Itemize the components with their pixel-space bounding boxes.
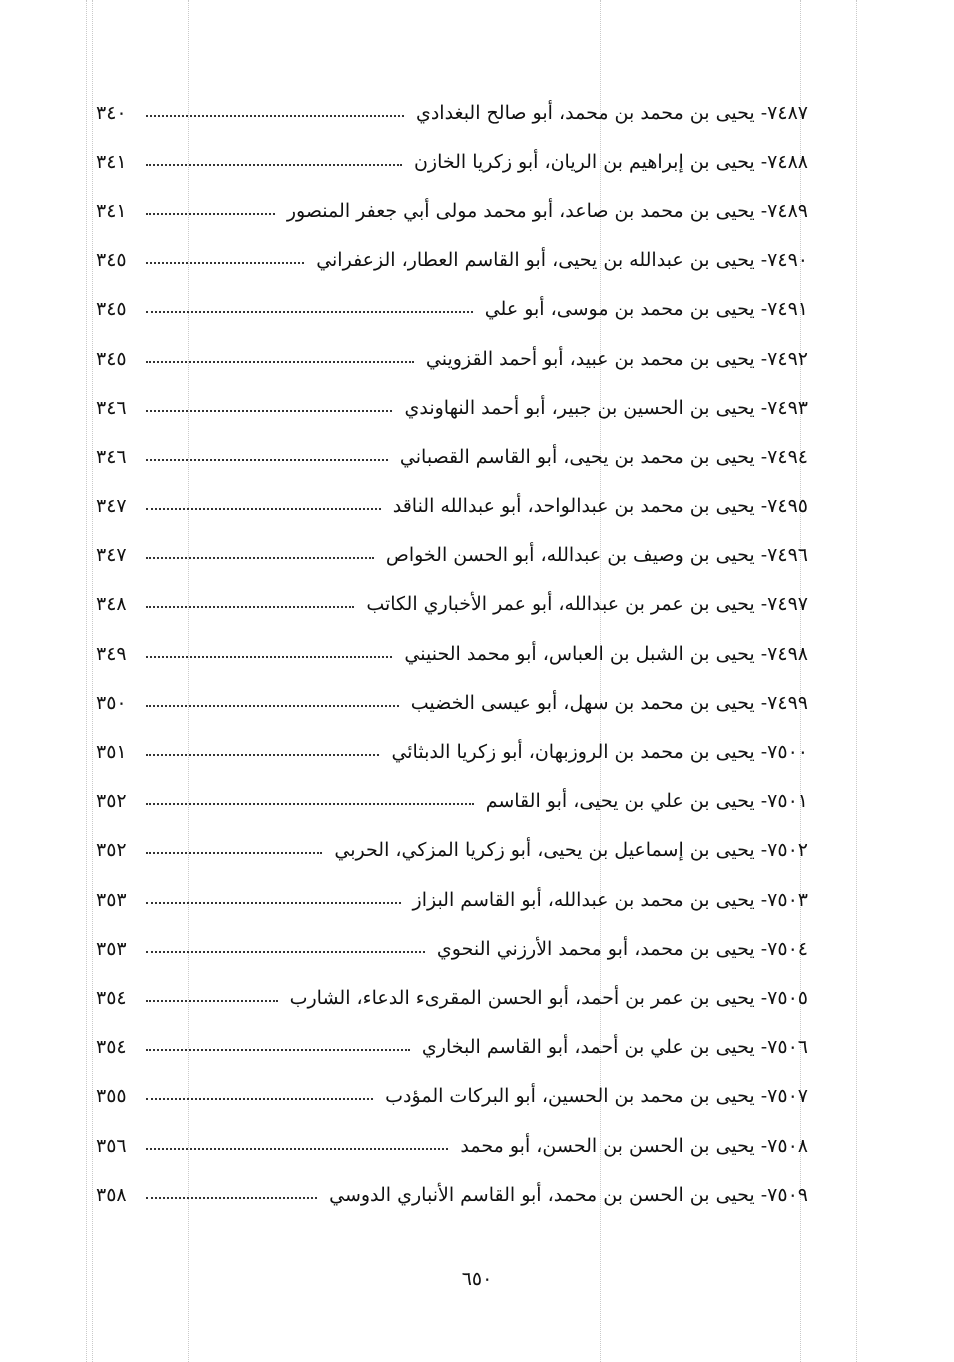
entry-title <box>398 643 808 665</box>
entry-title <box>431 938 808 960</box>
entry-title <box>394 446 808 468</box>
entry-name: يحيى بن الحسين بن جبير، أبو أحمد النهاوندي <box>404 396 755 419</box>
entry-number: ٧٤٨٩ <box>767 199 808 222</box>
toc-entry-row <box>96 397 808 419</box>
toc-entry-row <box>96 839 808 861</box>
entry-title <box>380 544 808 566</box>
toc-entry-row <box>96 741 808 763</box>
toc-entry-row <box>96 348 808 370</box>
entry-page-number: ٣٤٧ <box>96 495 127 518</box>
dot-leader <box>146 361 414 363</box>
entry-title <box>379 1085 808 1107</box>
entry-dash: - <box>754 790 768 813</box>
entry-name: يحيى بن محمد بن عبدالواحد، أبو عبدالله الناقد <box>392 495 755 518</box>
entry-dash: - <box>754 101 768 124</box>
entry-dash: - <box>754 691 768 714</box>
toc-entry <box>96 531 808 580</box>
entry-title <box>479 298 808 320</box>
entry-number: ٧٤٩٧ <box>767 593 808 616</box>
entry-title <box>310 249 808 271</box>
entry-name: يحيى بن محمد بن الحسين، أبو البركات المؤدب <box>385 1085 755 1108</box>
entry-name: يحيى بن محمد بن عبيد، أبو أحمد القزويني <box>425 347 755 370</box>
entry-name: يحيى بن علي بن يحيى، أبو القاسم <box>485 790 755 813</box>
entry-page-number: ٣٥٨ <box>96 1183 127 1206</box>
toc-entry <box>96 482 808 531</box>
entry-page-number: ٣٤٩ <box>96 642 127 665</box>
toc-entry-row <box>96 544 808 566</box>
dot-leader <box>146 951 425 953</box>
page-number: ٦٥٠ <box>461 1268 493 1290</box>
entry-name: يحيى بن محمد بن يحيى، أبو القاسم القصباني <box>399 445 755 468</box>
dot-leader <box>146 902 401 904</box>
dot-leader <box>146 1098 373 1100</box>
entry-dash: - <box>754 1085 768 1108</box>
entry-title <box>408 151 808 173</box>
entry-page-number: ٣٤٥ <box>96 347 127 370</box>
entry-dash: - <box>754 249 768 272</box>
entry-page-number: ٣٥٠ <box>96 691 127 714</box>
entry-number: ٧٤٩٩ <box>767 691 808 714</box>
toc-entry <box>96 678 808 727</box>
toc-entry-row <box>96 692 808 714</box>
entry-page-number: ٣٥٢ <box>96 790 127 813</box>
entry-dash: - <box>754 445 768 468</box>
entry-number: ٧٥٠٧ <box>767 1085 808 1108</box>
entry-number: ٧٤٩٨ <box>767 642 808 665</box>
toc-entry <box>96 973 808 1022</box>
entry-dash: - <box>754 298 768 321</box>
entry-title <box>405 692 808 714</box>
toc-entry <box>96 777 808 826</box>
toc-entry-row <box>96 593 808 615</box>
entry-name: يحيى بن إبراهيم بن الريان، أبو زكريا الخازن <box>413 150 755 173</box>
entry-page-number: ٣٥٤ <box>96 1036 127 1059</box>
toc-entry-row <box>96 298 808 320</box>
dot-leader <box>146 213 275 215</box>
entry-dash: - <box>754 396 768 419</box>
dot-leader <box>146 508 381 510</box>
entry-dash: - <box>754 937 768 960</box>
entry-number: ٧٥٠٦ <box>767 1036 808 1059</box>
entry-number: ٧٤٩٥ <box>767 495 808 518</box>
toc-entry-row <box>96 1184 808 1206</box>
entry-number: ٧٥٠٣ <box>767 888 808 911</box>
toc-entry <box>96 383 808 432</box>
entry-number: ٧٥٠٢ <box>767 839 808 862</box>
toc-entry-row <box>96 987 808 1009</box>
toc-entry <box>96 334 808 383</box>
dot-leader <box>146 803 474 805</box>
entry-dash: - <box>754 347 768 370</box>
entry-page-number: ٣٤٠ <box>96 101 127 124</box>
toc-entry <box>96 826 808 875</box>
entry-dash: - <box>754 741 768 764</box>
entry-page-number: ٣٥٢ <box>96 839 127 862</box>
entry-name: يحيى بن محمد بن محمد، أبو صالح البغدادي <box>415 101 755 124</box>
entry-title <box>328 839 808 861</box>
entry-page-number: ٣٤٧ <box>96 544 127 567</box>
toc-entry <box>96 629 808 678</box>
entry-page-number: ٣٤٥ <box>96 298 127 321</box>
entry-number: ٧٤٩٢ <box>767 347 808 370</box>
toc-entry <box>96 186 808 235</box>
entry-name: يحيى بن محمد، أبو محمد الأرزني النحوي <box>436 937 755 960</box>
entry-number: ٧٤٩٣ <box>767 396 808 419</box>
toc-entry-row <box>96 102 808 124</box>
entry-number: ٧٥٠٠ <box>767 741 808 764</box>
dot-leader <box>146 1148 448 1150</box>
entry-title <box>480 790 808 812</box>
entry-number: ٧٥٠٥ <box>767 986 808 1009</box>
entry-dash: - <box>754 593 768 616</box>
toc-entry <box>96 924 808 973</box>
entry-dash: - <box>754 1183 768 1206</box>
toc-entry-row <box>96 1085 808 1107</box>
toc-entry-row <box>96 790 808 812</box>
toc-entry <box>96 727 808 776</box>
dot-leader <box>146 1000 278 1002</box>
entry-name: يحيى بن الحسن بن محمد، أبو القاسم الأنباري الدوسي <box>329 1183 755 1206</box>
dot-leader <box>146 606 354 608</box>
entry-dash: - <box>754 839 768 862</box>
entry-name: يحيى بن محمد بن عبدالله، أبو القاسم البزاز <box>412 888 755 911</box>
entry-name: يحيى بن محمد بن الروزبهان، أبو زكريا الدبثائي <box>391 741 755 764</box>
entry-name: يحيى بن محمد بن سهل، أبو عيسى الخضيب <box>410 691 755 714</box>
entry-dash: - <box>754 986 768 1009</box>
entry-title <box>323 1184 808 1206</box>
entry-number: ٧٤٨٧ <box>767 101 808 124</box>
entry-name: يحيى بن محمد بن موسى، أبو علي <box>484 298 755 321</box>
entry-page-number: ٣٤٥ <box>96 249 127 272</box>
entry-name: يحيى بن عبدالله بن يحيى، أبو القاسم العطار، الزعفراني <box>316 249 755 272</box>
entry-name: يحيى بن علي بن أحمد، أبو القاسم البخاري <box>421 1036 755 1059</box>
toc-entry-row <box>96 1135 808 1157</box>
toc-entry <box>96 285 808 334</box>
toc-entry-row <box>96 249 808 271</box>
dot-leader <box>146 459 388 461</box>
entry-number: ٧٥٠٨ <box>767 1134 808 1157</box>
entry-number: ٧٤٨٨ <box>767 150 808 173</box>
dot-leader <box>146 410 392 412</box>
entry-title <box>387 495 808 517</box>
toc-entry <box>96 236 808 285</box>
entry-dash: - <box>754 642 768 665</box>
dot-leader <box>146 852 322 854</box>
toc-entry <box>96 1121 808 1170</box>
entry-page-number: ٣٥٥ <box>96 1085 127 1108</box>
entry-title <box>420 348 808 370</box>
entry-name: يحيى بن الشبل بن العباس، أبو محمد الحنيني <box>404 642 755 665</box>
toc-entry-row <box>96 151 808 173</box>
entry-number: ٧٤٩١ <box>767 298 808 321</box>
entry-page-number: ٣٤١ <box>96 199 127 222</box>
toc-entry-row <box>96 446 808 468</box>
toc-entry <box>96 137 808 186</box>
toc-entry-row <box>96 889 808 911</box>
margin-guide-line <box>86 0 87 1362</box>
margin-guide-line <box>856 0 857 1362</box>
entry-page-number: ٣٤٦ <box>96 396 127 419</box>
entry-page-number: ٣٤٦ <box>96 445 127 468</box>
entry-number: ٧٥٠١ <box>767 790 808 813</box>
entry-title <box>398 397 808 419</box>
entry-dash: - <box>754 1134 768 1157</box>
entry-number: ٧٤٩٠ <box>767 249 808 272</box>
entry-number: ٧٥٠٤ <box>767 937 808 960</box>
entry-page-number: ٣٤٨ <box>96 593 127 616</box>
toc-entry-row <box>96 938 808 960</box>
margin-guide-line <box>92 0 93 1362</box>
entry-title <box>385 741 808 763</box>
dot-leader <box>146 311 473 313</box>
entry-title <box>281 200 808 222</box>
dot-leader <box>146 656 392 658</box>
dot-leader <box>146 1049 410 1051</box>
entry-dash: - <box>754 150 768 173</box>
entry-page-number: ٣٥٣ <box>96 888 127 911</box>
entry-name: يحيى بن محمد بن صاعد، أبو محمد مولى أبي جعفر المنصور <box>286 199 755 222</box>
entry-title <box>454 1135 808 1157</box>
entry-title <box>360 593 808 615</box>
entry-dash: - <box>754 888 768 911</box>
entry-name: يحيى بن إسماعيل بن يحيى، أبو زكريا المزكي، الحربي <box>334 839 755 862</box>
dot-leader <box>146 557 374 559</box>
dot-leader <box>146 754 379 756</box>
toc-entry <box>96 1170 808 1219</box>
entry-number: ٧٥٠٩ <box>767 1183 808 1206</box>
toc-entry-row <box>96 200 808 222</box>
entry-name: يحيى بن وصيف بن عبدالله، أبو الحسن الخواص <box>385 544 755 567</box>
entry-name: يحيى بن الحسن بن الحسن، أبو محمد <box>460 1134 755 1157</box>
entry-title <box>284 987 808 1009</box>
entry-title <box>407 889 808 911</box>
entry-name: يحيى بن عمر بن عبدالله، أبو عمر الأخباري الكاتب <box>366 593 755 616</box>
entry-dash: - <box>754 495 768 518</box>
dot-leader <box>146 705 399 707</box>
toc-entry <box>96 875 808 924</box>
toc-entry <box>96 88 808 137</box>
toc-entry <box>96 580 808 629</box>
entry-number: ٧٤٩٤ <box>767 445 808 468</box>
entry-page-number: ٣٥٦ <box>96 1134 127 1157</box>
entry-name: يحيى بن عمر بن أحمد، أبو الحسن المقرىء الدعاء، الشارب <box>289 986 755 1009</box>
toc-entry <box>96 1072 808 1121</box>
entry-dash: - <box>754 199 768 222</box>
toc-entry-row <box>96 1036 808 1058</box>
entry-dash: - <box>754 1036 768 1059</box>
toc-entry-row <box>96 495 808 517</box>
entry-dash: - <box>754 544 768 567</box>
dot-leader <box>146 115 404 117</box>
entry-page-number: ٣٥٤ <box>96 986 127 1009</box>
entry-page-number: ٣٤١ <box>96 150 127 173</box>
entry-page-number: ٣٥٣ <box>96 937 127 960</box>
dot-leader <box>146 1197 317 1199</box>
toc-entry-row <box>96 643 808 665</box>
entry-title <box>416 1036 808 1058</box>
dot-leader <box>146 262 304 264</box>
toc-entry <box>96 432 808 481</box>
entry-page-number: ٣٥١ <box>96 741 127 764</box>
entry-number: ٧٤٩٦ <box>767 544 808 567</box>
dot-leader <box>146 164 402 166</box>
toc-entry <box>96 1023 808 1072</box>
entry-title <box>410 102 808 124</box>
table-of-contents <box>96 88 808 1219</box>
